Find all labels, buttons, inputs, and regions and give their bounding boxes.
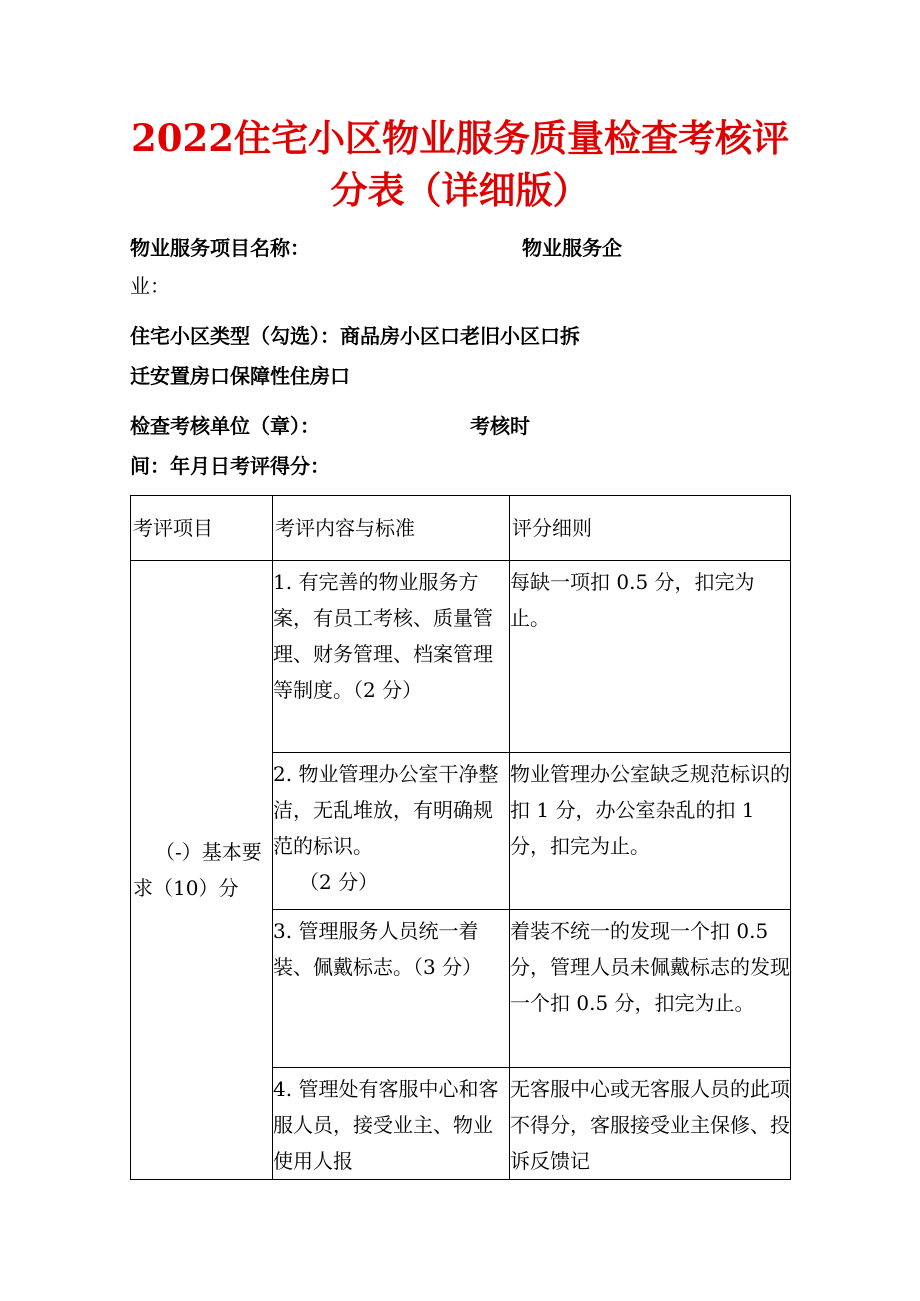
enterprise-label: 物业服务企 — [522, 236, 622, 260]
table-row — [131, 561, 791, 753]
content-cell: 4. 管理处有客服中心和客服人员，接受业主、物业使用人报 — [273, 1068, 510, 1180]
content-cell: 1. 有完善的物业服务方案，有员工考核、质量管理、财务管理、档案管理等制度。（2 分） — [273, 561, 510, 753]
content-cell: 3. 管理服务人员统一着装、佩戴标志。（3 分） — [273, 910, 510, 1068]
inspection-unit-line — [130, 412, 530, 440]
date-score-line: 间：年月日考评得分： — [130, 454, 330, 478]
enterprise-label-cont: 业： — [130, 274, 170, 298]
project-name-line — [130, 234, 622, 262]
community-type-line-cont: 迁安置房口保障性住房口 — [130, 364, 350, 388]
score-table — [130, 495, 791, 1180]
rule-cell: 着装不统一的发现一个扣 0.5 分，管理人员未佩戴标志的发现一个扣 0.5 分，扣完为止。 — [510, 910, 791, 1068]
table-header-row — [131, 496, 791, 561]
community-type-line: 住宅小区类型（勾选）：商品房小区口老旧小区口拆 — [130, 324, 580, 348]
content-text: 2. 物业管理办公室干净整洁，无乱堆放，有明确规范的标识。 — [273, 762, 499, 858]
header-item: 考评项目 — [131, 496, 273, 561]
category-label: （-）基本要求（10）分 — [133, 840, 262, 900]
inspection-time-label: 考核时 — [470, 414, 530, 438]
rule-cell: 物业管理办公室缺乏规范标识的扣 1 分，办公室杂乱的扣 1 分，扣完为止。 — [510, 753, 791, 910]
inspection-unit-label: 检查考核单位（章）： — [130, 414, 320, 438]
title-line-1: 2022住宅小区物业服务质量检查考核评 — [131, 116, 789, 160]
category-cell — [131, 561, 273, 1180]
rule-cell: 无客服中心或无客服人员的此项不得分，客服接受业主保修、投诉反馈记 — [510, 1068, 791, 1180]
project-name-label: 物业服务项目名称： — [130, 236, 310, 260]
rule-cell: 每缺一项扣 0.5 分，扣完为止。 — [510, 561, 791, 753]
header-rule: 评分细则 — [510, 496, 791, 561]
content-score: （2 分） — [299, 870, 379, 894]
title-line-2: 分表（详细版） — [330, 168, 590, 212]
document-title — [110, 112, 810, 216]
header-content: 考评内容与标准 — [273, 496, 510, 561]
content-cell — [273, 753, 510, 910]
